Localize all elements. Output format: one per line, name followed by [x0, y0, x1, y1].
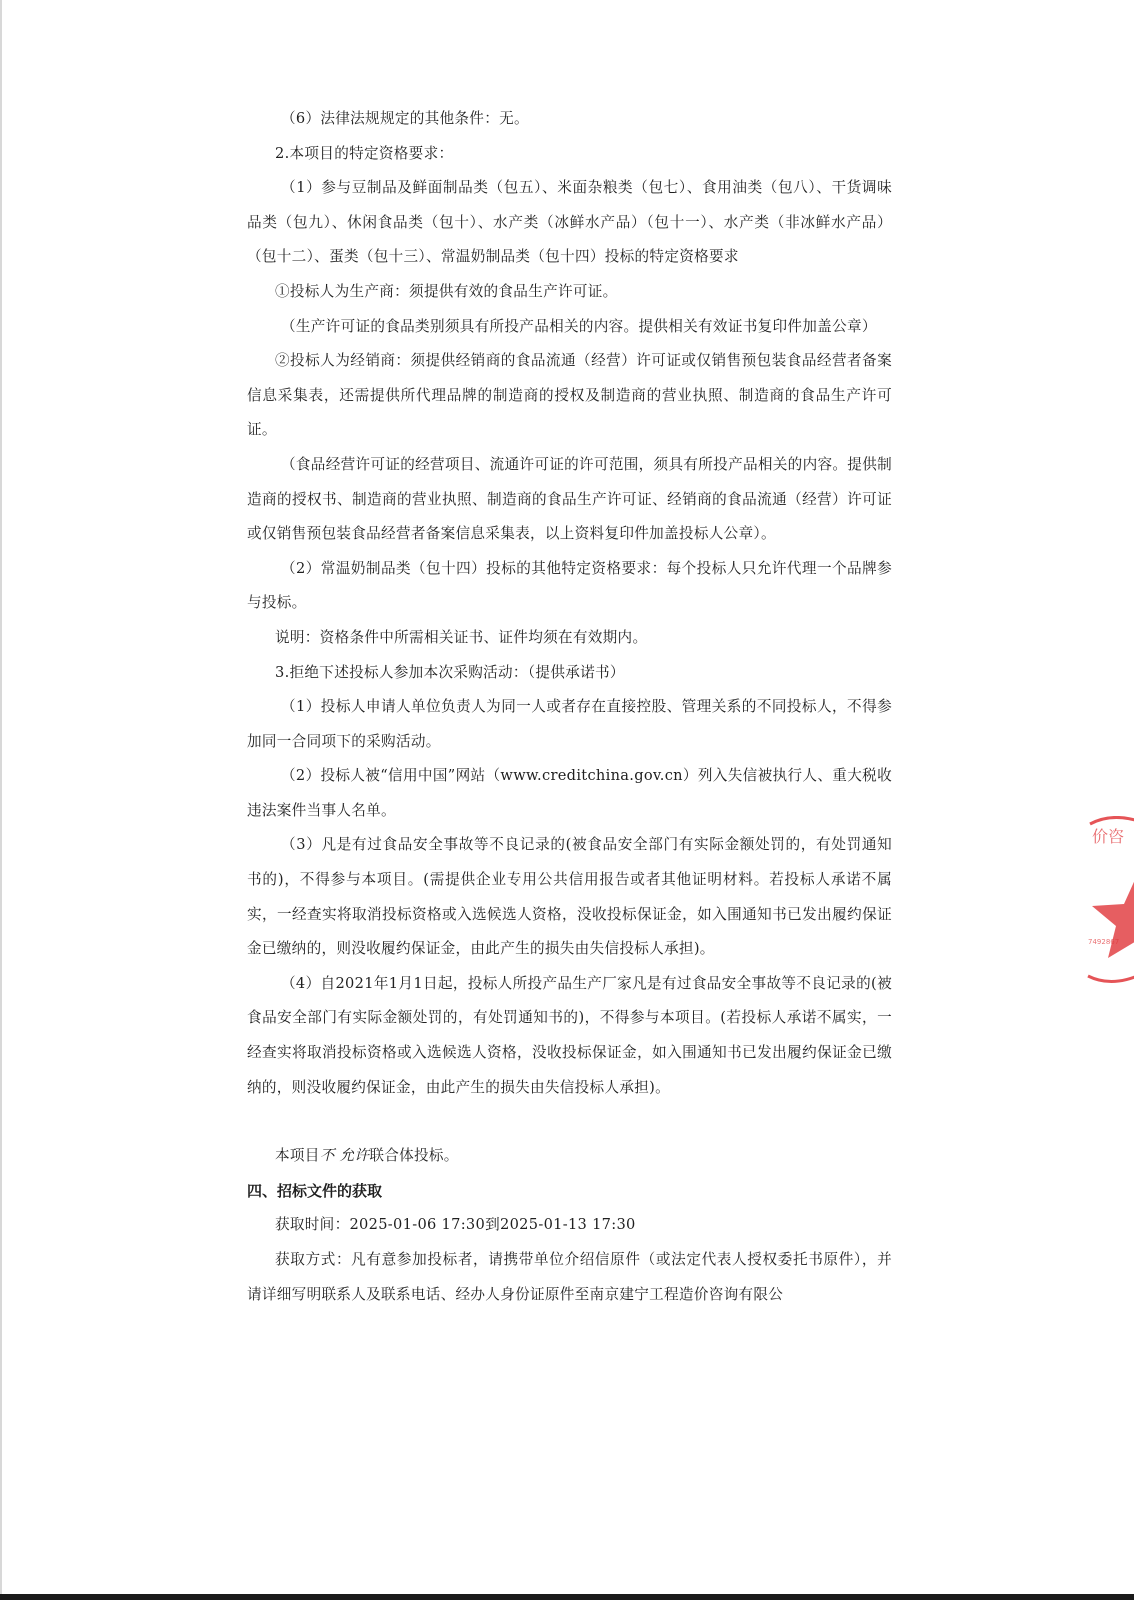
paragraph-reject-credit-china: （2）投标人被“信用中国”网站（www.creditchina.gov.cn）列入失信被执行人、重大税收违法案件当事人名单。	[247, 767, 892, 819]
paragraph-producer-note: （生产许可证的食品类别须具有所投产品相关的内容。提供相关有效证书复印件加盖公章）	[281, 317, 877, 335]
paragraph-special-requirements-title: 2.本项目的特定资格要求：	[275, 144, 454, 162]
paragraph-reject-same-person: （1）投标人申请人单位负责人为同一人或者存在直接控股、管理关系的不同投标人，不得参加同一合同项下的采购活动。	[247, 698, 892, 750]
paragraph-special-requirements-packages: （1）参与豆制品及鲜面制品类（包五）、米面杂粮类（包七）、食用油类（包八）、干货调味品类（包九）、休闲食品类（包十）、水产类（冰鲜水产品）（包十一）、水产类（非冰鲜水产品）（包十二）、蛋类（包十三）、常温奶制品类（包十四）投标的特定资格要求	[247, 179, 892, 266]
paragraph-acquire-method: 获取方式：凡有意参加投标者，请携带单位介绍信原件（或法定代表人授权委托书原件），并请详细写明联系人及联系电话、经办人身份证原件至南京建宁工程造价咨询有限公	[247, 1251, 892, 1303]
section-heading-acquisition: 四、招标文件的获取	[247, 1181, 383, 1200]
red-seal-stamp	[1082, 816, 1134, 996]
document-body	[247, 102, 892, 1312]
paragraph-acquire-time: 获取时间：2025-01-06 17:30到2025-01-13 17:30	[275, 1216, 636, 1234]
consortium-suffix: 联合体投标。	[369, 1147, 459, 1165]
consortium-prefix: 本项目	[275, 1147, 320, 1165]
stamp-number: 7492867	[1088, 938, 1120, 946]
paragraph-reject-manufacturer: （4）自2021年1月1日起，投标人所投产品生产厂家凡是有过食品安全事故等不良记录的(被食品安全部门有实际金额处罚的，有处罚通知书的)，不得参与本项目。(若投标人承诺不属实，一经查实将取消投标资格或入选候选人资格，没收投标保证金，如入围通知书已发出履约保证金已缴纳的，则没收履约保证金，由此产生的损失由失信投标人承担)。	[247, 974, 892, 1096]
paragraph-dealer-requirement: ②投标人为经销商：须提供经销商的食品流通（经营）许可证或仅销售预包装食品经营者备案信息采集表，还需提供所代理品牌的制造商的授权及制造商的营业执照、制造商的食品生产许可证。	[247, 352, 892, 439]
paragraph-reject-title: 3.拒绝下述投标人参加本次采购活动：（提供承诺书）	[275, 663, 625, 681]
consortium-emphasis: 不 允许	[319, 1147, 370, 1165]
paragraph-other-conditions: （6）法律法规规定的其他条件：无。	[281, 110, 529, 127]
blank-line	[247, 1105, 892, 1139]
paragraph-validity-note: 说明：资格条件中所需相关证书、证件均须在有效期内。	[275, 628, 648, 646]
paragraph-consortium	[247, 1139, 892, 1174]
stamp-text: 价咨	[1092, 827, 1125, 846]
paragraph-milk-requirement: （2）常温奶制品类（包十四）投标的其他特定资格要求：每个投标人只允许代理一个品牌参与投标。	[247, 559, 892, 612]
paragraph-dealer-note: （食品经营许可证的经营项目、流通许可证的许可范围，须具有所投产品相关的内容。提供制造商的授权书、制造商的营业执照、制造商的食品生产许可证、经销商的食品流通（经营）许可证或仅销售预包装食品经营者备案信息采集表，以上资料复印件加盖投标人公章）。	[247, 455, 892, 543]
bottom-edge-bar	[0, 1594, 1134, 1600]
paragraph-reject-food-safety: （3）凡是有过食品安全事故等不良记录的(被食品安全部门有实际金额处罚的，有处罚通知书的)，不得参与本项目。(需提供企业专用公共信用报告或者其他证明材料。若投标人承诺不属实，一经查实将取消投标资格或入选候选人资格，没收投标保证金，如入围通知书已发出履约保证金已缴纳的，则没收履约保证金，由此产生的损失由失信投标人承担)。	[247, 836, 892, 958]
paragraph-producer-requirement: ①投标人为生产商：须提供有效的食品生产许可证。	[275, 282, 618, 300]
page-edge	[0, 0, 2, 1600]
